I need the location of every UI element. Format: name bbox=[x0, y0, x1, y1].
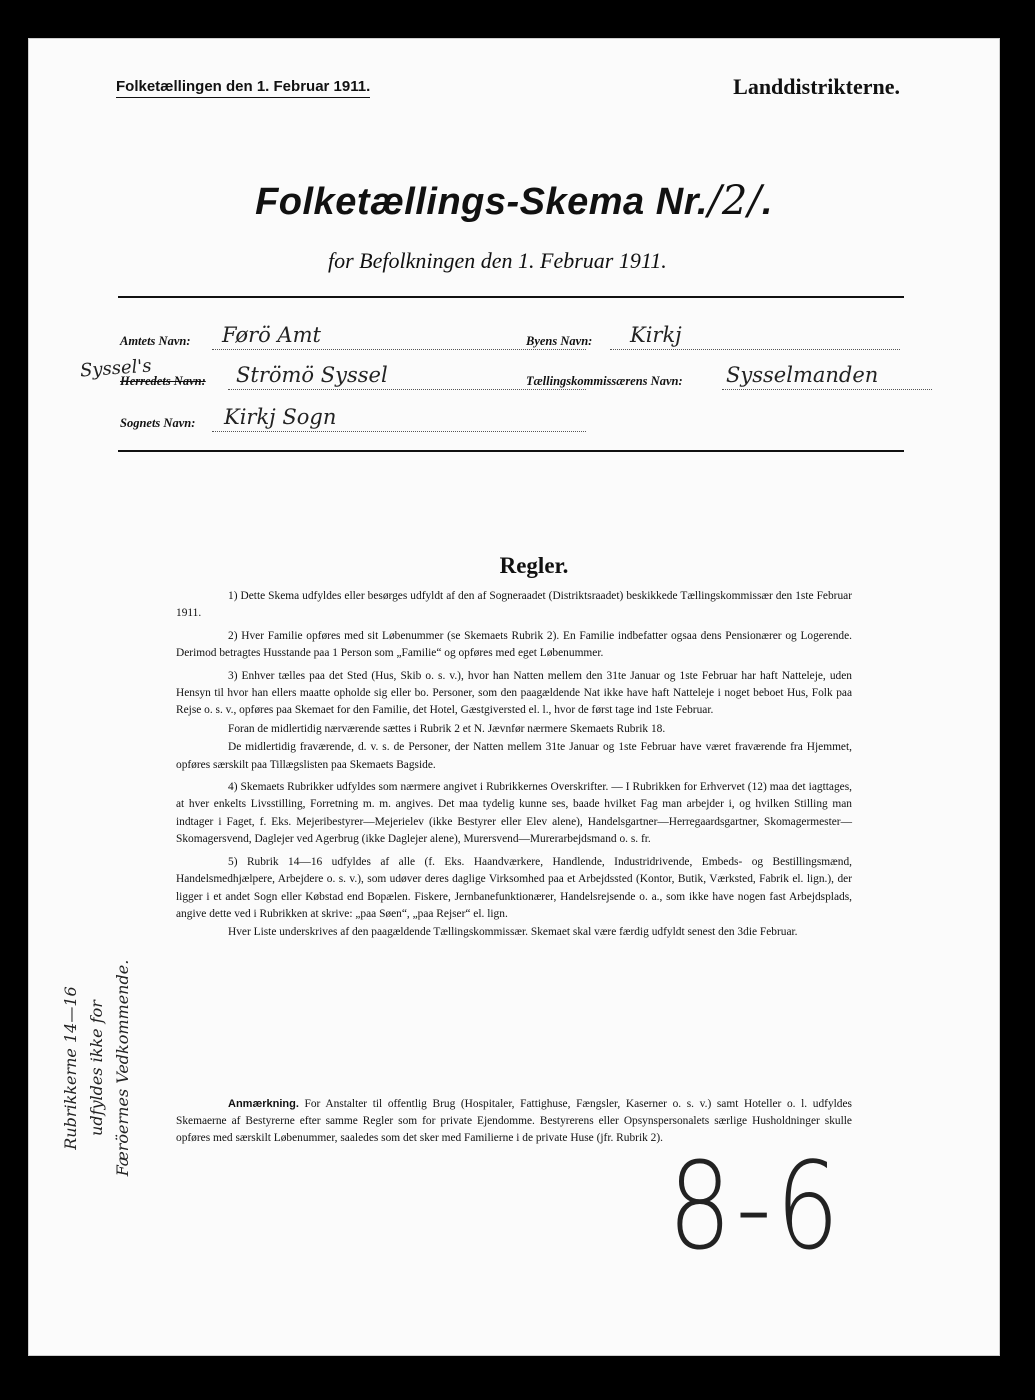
kommissaer-dotline bbox=[722, 389, 932, 390]
form-title-period: . bbox=[761, 181, 773, 223]
margin-note-line-3: Færöernes Vedkommende. bbox=[113, 959, 132, 1177]
by-dotline bbox=[610, 349, 900, 350]
amt-label: Amtets Navn: bbox=[120, 334, 191, 348]
herred-field bbox=[120, 363, 388, 389]
margin-note-line-2: udfyldes ikke for bbox=[87, 1000, 106, 1136]
rule-paragraph-4: 4) Skemaets Rubrikker udfyldes som nærmere angivet i Rubrikkernes Overskrifter. — I Rubrikken for Erhvervet (12) maa det iagttages, at hver enkelts Livsstilling, Forretning m. m. angives. Det maa tydelig kunne ses, baade hvilket Fag man arbejder i, og hvilken Stilling man indtager i Faget, f. Eks. Mejeribestyrer—Mejerielev (ikke Bestyrer eller Elev alene), Handelsgartner—Herregaardsgartner, Skomagermester—Skomagersvend, Daglejer ved Agerbrug (ikke Daglejer alene), Murersvend—Murerarbejdsmand o. s. fr. bbox=[176, 781, 852, 846]
rule-paragraph-3b: Foran de midlertidig nærværende sættes i Rubrik 2 et N. Jævnfør nærmere Skemaets Rubrik 18. bbox=[228, 722, 666, 735]
census-form-page bbox=[28, 38, 1000, 1356]
sogn-value: Kirkj Sogn bbox=[224, 405, 337, 429]
bottom-divider bbox=[118, 450, 904, 452]
sogn-dotline bbox=[212, 431, 586, 432]
kommissaer-field bbox=[526, 363, 879, 389]
by-value: Kirkj bbox=[630, 323, 682, 347]
amt-field bbox=[120, 323, 321, 349]
form-title-text: Folketællings-Skema Nr. bbox=[255, 181, 708, 223]
kommissaer-label: Tællingskommissærens Navn: bbox=[526, 374, 683, 388]
form-title bbox=[28, 178, 1000, 224]
rule-paragraph-5b: Hver Liste underskrives af den paagældende Tællingskommissær. Skemaet skal være færdig udfyldt senest den 3die Februar. bbox=[228, 926, 798, 939]
herred-dotline bbox=[228, 389, 586, 390]
handwritten-page-mark: 8-6 bbox=[668, 1136, 844, 1277]
rule-paragraph-2: 2) Hver Familie opføres med sit Løbenummer (se Skemaets Rubrik 2). En Familie indbefatter ogsaa dens Pensionærer og Logerende. Derimod betragtes Husstande paa 1 Person som „Familie“ og opføres med eget Løbenummer. bbox=[176, 629, 852, 660]
rules-list bbox=[176, 588, 852, 947]
rule-paragraph-5: 5) Rubrik 14—16 udfyldes af alle (f. Eks. Haandværkere, Handlende, Industridrivende, Embeds- og Bestillingsmænd, Handelsmedhjælpere, Arbejdere o. s. v.), som udøver deres daglige Virksomhed paa et Arbejdssted (Kontor, Butik, Værksted, Fabrik el. lign.), der ligger i et andet Sogn eller Købstad end Bopælen. Fiskere, Jernbanefunktionærer, Handelsrejsende o. a., som ikke have nogen fast Arbejdsplads, angive dette ved i Rubrikken at skrive: „paa Søen“, „paa Rejser“ el. lign. bbox=[176, 855, 852, 920]
by-label: Byens Navn: bbox=[526, 334, 593, 348]
rule-paragraph-3: 3) Enhver tælles paa det Sted (Hus, Skib o. s. v.), hvor han Natten mellem den 31te Januar og 1ste Februar har haft Natteleje, uden Hensyn til hvor han ellers maatte opholde sig eller bo. Personer, som den paagældende Nat ikke have haft Natteleje i noget beboet Hus, Folk paa Rejse o. s. v., opføres paa Skemaet for den Familie, det Hotel, Gæstgiversted el. l., hvor de først tage ind 1ste Februar. bbox=[176, 669, 852, 717]
sogn-field bbox=[120, 405, 337, 431]
rules-heading: Regler. bbox=[499, 553, 569, 578]
sogn-label: Sognets Navn: bbox=[120, 416, 196, 430]
remark-label: Anmærkning. bbox=[228, 1098, 299, 1110]
herred-label bbox=[120, 374, 206, 388]
by-field bbox=[526, 323, 682, 349]
form-subtitle: for Befolkningen den 1. Februar 1911. bbox=[328, 248, 667, 273]
kommissaer-value: Sysselmanden bbox=[726, 363, 879, 387]
margin-note-handwritten bbox=[58, 938, 136, 1198]
herred-prefix-handwritten: Syssel's bbox=[79, 355, 153, 382]
remark-text: For Anstalter til offentlig Brug (Hospitaler, Fattighuse, Fængsler, Kaserner o. s. v.) samt Hoteller o. l. udfyldes Skemaerne af Bestyrerne efter samme Regler som for private Ejendomme. Bestyrerens eller Opsynspersonalets særlige Husholdninger skulle opføres med særskilt Løbenummer, saaledes som det sker med Familierne i de private Huse (jfr. Rubrik 2). bbox=[176, 1098, 852, 1144]
top-divider bbox=[118, 296, 904, 298]
district-type-header: Landdistrikterne. bbox=[733, 74, 900, 99]
herred-label-text: Herredets Navn: bbox=[120, 374, 206, 388]
census-date-header: Folketællingen den 1. Februar 1911. bbox=[116, 78, 370, 98]
herred-value: Strömö Syssel bbox=[236, 363, 388, 387]
form-number-handwritten: /2/ bbox=[707, 178, 762, 224]
amt-dotline bbox=[212, 349, 586, 350]
margin-note-line-1: Rubrikkerne 14—16 bbox=[61, 986, 80, 1150]
amt-value: Førö Amt bbox=[222, 323, 321, 347]
rule-paragraph-1: 1) Dette Skema udfyldes eller besørges udfyldt af den af Sogneraadet (Distriktsraadet) beskikkede Tællingskommissær den 1ste Februar 1911. bbox=[176, 590, 852, 620]
rule-paragraph-3c: De midlertidig fraværende, d. v. s. de Personer, der Natten mellem 31te Januar og 1ste Februar have været fraværende fra Hjemmet, opføres særskilt paa Tillægslisten paa Skemaets Bagside. bbox=[176, 741, 852, 771]
